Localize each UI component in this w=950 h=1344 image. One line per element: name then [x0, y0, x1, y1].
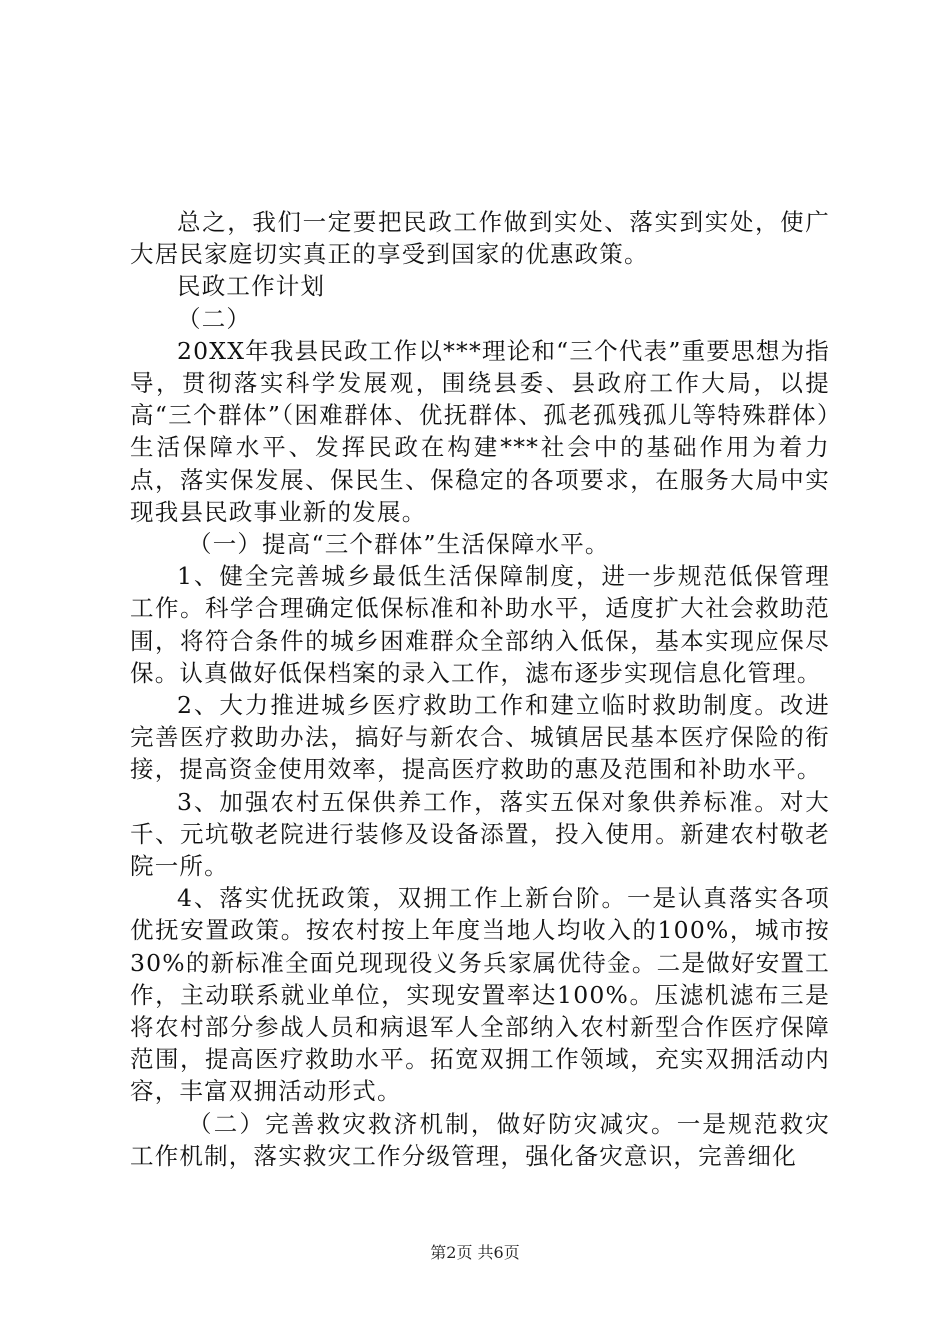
heading-part-one: （一）提高“三个群体”生活保障水平。: [188, 530, 610, 559]
paragraph-item-2: 2、大力推进城乡医疗救助工作和建立临时救助制度。改进完善医疗救助办法，搞好与新农合、城镇居民基本医疗保险的衔接，提高资金使用效率，提高医疗救助的惠及范围和补助水平。: [130, 691, 830, 784]
paragraph-conclusion: 总之，我们一定要把民政工作做到实处、落实到实处，使广大居民家庭切实真正的享受到国家的优惠政策。: [130, 208, 830, 269]
section-subtitle: （二）: [177, 304, 252, 333]
document-body: [130, 206, 830, 1172]
paragraph-part-two: （二）完善救灾救济机制，做好防灾减灾。一是规范救灾工作机制，落实救灾工作分级管理，强化备灾意识，完善细化: [130, 1109, 830, 1170]
page-number-label: 第2页 共6页: [430, 1243, 520, 1262]
paragraph-item-4: 4、落实优抚政策，双拥工作上新台阶。一是认真落实各项优抚安置政策。按农村按上年度当地人均收入的100%，城市按30%的新标准全面兑现现役义务兵家属优待金。二是做好安置工作，主动联系就业单位，实现安置率达100%。压滤机滤布三是将农村部分参战人员和病退军人全部纳入农村新型合作医疗保障范围，提高医疗救助水平。拓宽双拥工作领域，充实双拥活动内容，丰富双拥活动形式。: [130, 884, 830, 1106]
paragraph-item-1: 1、健全完善城乡最低生活保障制度，进一步规范低保管理工作。科学合理确定低保标准和补助水平，适度扩大社会救助范围，将符合条件的城乡困难群众全部纳入低保，基本实现应保尽保。认真做好低保档案的录入工作，滤布逐步实现信息化管理。: [130, 562, 830, 687]
paragraph-intro: 20XX年我县民政工作以***理论和“三个代表”重要思想为指导，贯彻落实科学发展观，围绕县委、县政府工作大局，以提高“三个群体”（困难群体、优抚群体、孤老孤残孤儿等特殊群体）生活保障水平、发挥民政在构建***社会中的基础作用为着力点，落实保发展、保民生、保稳定的各项要求，在服务大局中实现我县民政事业新的发展。: [130, 336, 830, 526]
paragraph-item-3: 3、加强农村五保供养工作，落实五保对象供养标准。对大千、元坑敬老院进行装修及设备添置，投入使用。新建农村敬老院一所。: [130, 787, 830, 881]
page-footer: [0, 1243, 950, 1263]
section-title: 民政工作计划: [177, 272, 326, 301]
